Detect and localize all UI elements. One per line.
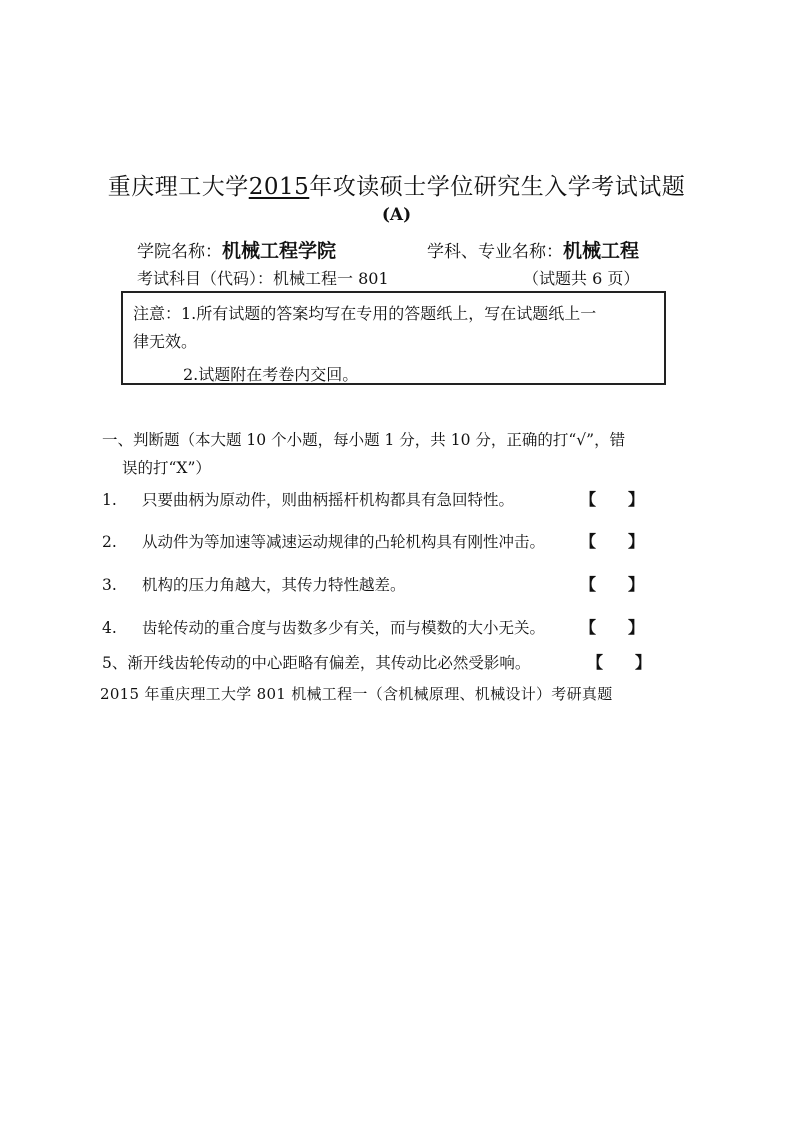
notice-line-2: 律无效。 xyxy=(133,332,198,351)
question-text: 渐开线齿轮传动的中心距略有偏差，其传动比必然受影响。 xyxy=(127,654,531,672)
answer-bracket: 【 】 xyxy=(580,575,645,594)
school-value: 机械工程学院 xyxy=(222,240,337,262)
notice-box xyxy=(121,291,666,385)
notice-line-3: 2.试题附在考卷内交回。 xyxy=(183,365,359,384)
paper-version: (A) xyxy=(381,205,412,225)
section-heading: 一、判断题（本大题 10 个小题，每小题 1 分，共 10 分，正确的打“√”，错 xyxy=(102,431,626,449)
answer-bracket: 【 】 xyxy=(580,490,645,509)
exam-subject: 考试科目（代码）：机械工程一 801 xyxy=(137,269,389,288)
page-count: （试题共 6 页） xyxy=(523,269,640,288)
page-title xyxy=(0,168,793,201)
answer-bracket: 【 】 xyxy=(580,532,645,551)
question-number: 1. xyxy=(102,491,117,509)
major-value: 机械工程 xyxy=(563,240,640,262)
notice-line-1: 注意：1.所有试题的答案均写在专用的答题纸上，写在试题纸上一 xyxy=(133,304,597,323)
school-info xyxy=(137,236,336,263)
title-suffix: 年攻读硕士学位研究生入学考试试题 xyxy=(309,174,686,200)
question-number: 5、 xyxy=(102,654,128,672)
question-text: 齿轮传动的重合度与齿数多少有关，而与模数的大小无关。 xyxy=(142,619,546,637)
major-info xyxy=(427,236,639,263)
question-item xyxy=(102,573,406,595)
question-item xyxy=(102,530,545,552)
question-text: 从动件为等加速等减速运动规律的凸轮机构具有刚性冲击。 xyxy=(142,533,546,551)
question-item xyxy=(102,616,545,638)
footer-caption: 2015 年重庆理工大学 801 机械工程一（含机械原理、机械设计）考研真题 xyxy=(100,685,613,703)
question-number: 3. xyxy=(102,576,117,594)
answer-bracket: 【 】 xyxy=(580,618,645,637)
question-item xyxy=(102,488,514,510)
title-prefix: 重庆理工大学 xyxy=(107,174,249,200)
question-number: 2. xyxy=(102,533,117,551)
question-number: 4. xyxy=(102,619,117,637)
question-text: 只要曲柄为原动件，则曲柄摇杆机构都具有急回特性。 xyxy=(142,491,515,509)
answer-bracket: 【 】 xyxy=(587,653,652,672)
question-text: 机构的压力角越大，其传力特性越差。 xyxy=(142,576,406,594)
section-heading-cont: 误的打“X”） xyxy=(122,459,211,477)
school-label: 学院名称： xyxy=(137,242,222,262)
major-label: 学科、专业名称： xyxy=(427,242,563,262)
question-item xyxy=(102,651,530,673)
title-year: 2015 xyxy=(248,174,310,200)
